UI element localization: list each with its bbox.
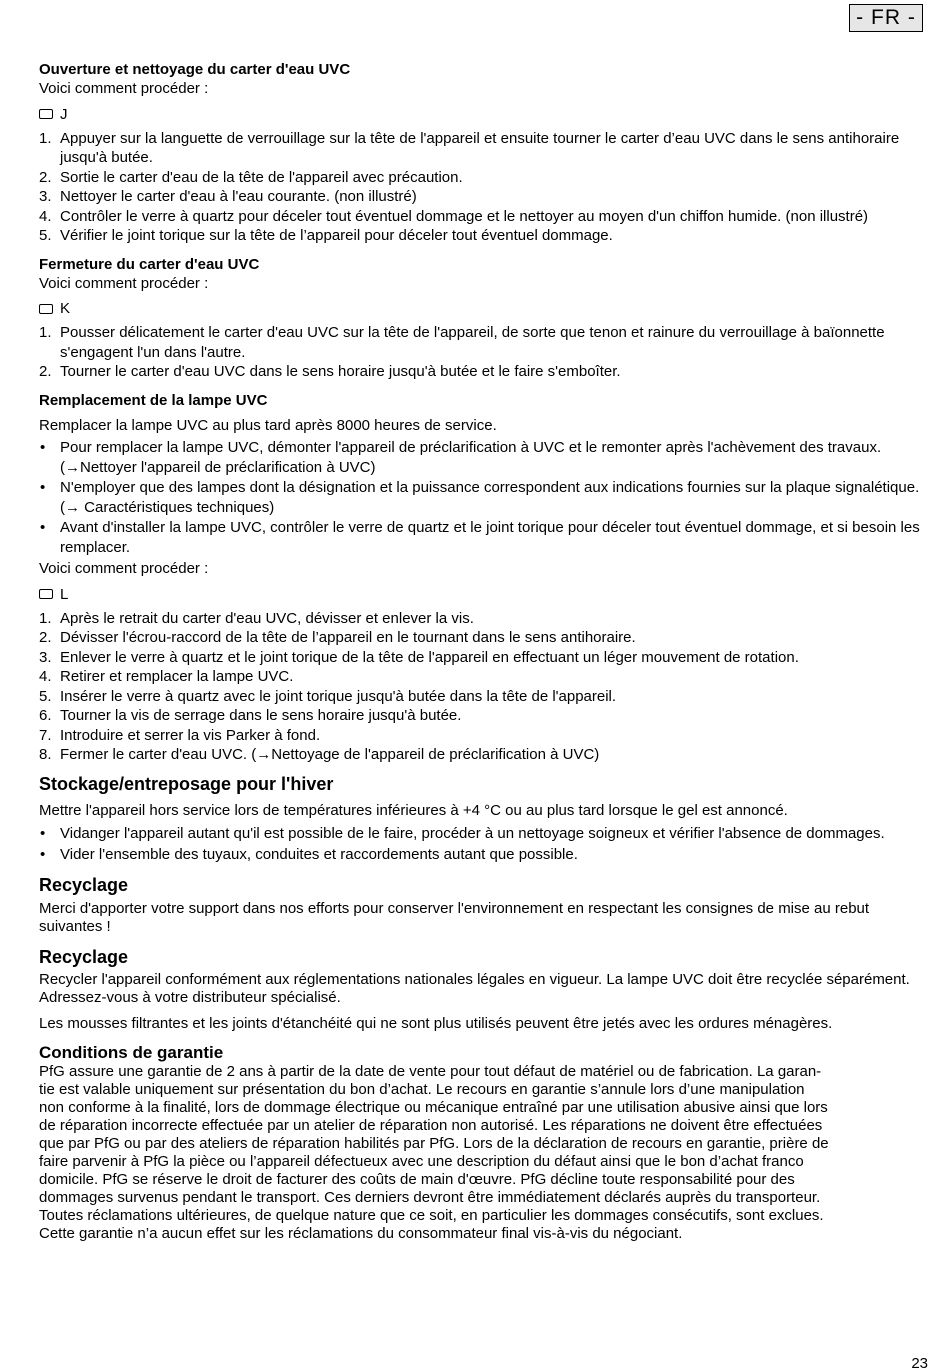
list-item: 1. Pousser délicatement le carter d'eau UVC sur la tête de l'appareil, de sorte que tenon et rainure du verrouillage à baïonnette s'engagent l'un dans l'autre. bbox=[39, 324, 885, 361]
figure-reference bbox=[39, 299, 927, 318]
figure-letter: J bbox=[60, 105, 68, 123]
list-item: 2. Dévisser l'écrou-raccord de la tête de l’appareil en le tournant dans le sens antihoraire. bbox=[39, 629, 636, 646]
steps-list bbox=[39, 609, 927, 765]
section-intro: Voici comment procéder : bbox=[39, 560, 209, 577]
list-item: 7. Introduire et serrer la vis Parker à fond. bbox=[39, 726, 321, 744]
steps-list bbox=[39, 129, 927, 246]
section-title: Remplacement de la lampe UVC bbox=[39, 391, 268, 409]
section-title: Fermeture du carter d'eau UVC bbox=[39, 255, 260, 273]
text-line: Cette garantie n’a aucun effet sur les réclamations du consommateur final vis-à-vis du négociant. bbox=[39, 1225, 683, 1242]
section-intro: Remplacer la lampe UVC au plus tard après 8000 heures de service. bbox=[39, 416, 497, 434]
list-item: • N'employer que des lampes dont la désignation et la puissance correspondent aux indications fournies sur la plaque signalétique. (→ Caractéristiques techniques) bbox=[40, 479, 920, 516]
section-intro: Mettre l'appareil hors service lors de températures inférieures à +4 °C ou au plus tard lorsque le gel est annoncé. bbox=[39, 801, 788, 819]
steps-list bbox=[39, 323, 927, 382]
paragraph: Recycler l'appareil conformément aux réglementations nationales légales en vigueur. La lampe UVC doit être recyclée séparément. Adressez-vous à votre distributeur spécialisé. bbox=[39, 971, 910, 1006]
section-title: Recyclage bbox=[39, 875, 129, 895]
list-item: 3. Nettoyer le carter d'eau à l'eau courante. (non illustré) bbox=[39, 188, 417, 205]
figure-letter: L bbox=[60, 585, 69, 603]
paragraph: Merci d'apporter votre support dans nos efforts pour conserver l'environnement en respectant les consignes de mise au rebut suivantes ! bbox=[39, 900, 870, 935]
section-title: Recyclage bbox=[39, 947, 129, 967]
text-line: non conforme à la finalité, lors de dommage électrique ou mécanique entraîné par une utilisation abusive ainsi que lors bbox=[39, 1099, 828, 1116]
figure-reference bbox=[39, 585, 927, 604]
list-item: • Vider l'ensemble des tuyaux, conduites et raccordements autant que possible. bbox=[40, 845, 578, 863]
list-item: • Pour remplacer la lampe UVC, démonter l'appareil de préclarification à UVC et le remonter après l'achèvement des travaux. (→Nettoyer l'appareil de préclarification à UVC) bbox=[40, 439, 882, 476]
text-line: de réparation incorrecte effectuée par un atelier de réparation non autorisé. Les réparations ne doivent être effectuées bbox=[39, 1117, 823, 1134]
text-line: domicile. PfG se réserve le droit de facturer des coûts de main d'œuvre. PfG décline toute responsabilité pour des bbox=[39, 1171, 795, 1188]
paragraph: Les mousses filtrantes et les joints d'étanchéité qui ne sont plus utilisés peuvent être jetés avec les ordures ménagères. bbox=[39, 1015, 833, 1032]
document-body bbox=[39, 60, 927, 1243]
text-line: tie est valable uniquement sur présentation du bon d’achat. Le recours en garantie s’annule lors d’une manipulation bbox=[39, 1081, 805, 1098]
list-item: 4. Contrôler le verre à quartz pour déceler tout éventuel dommage et le nettoyer au moyen d'un chiffon humide. (non illustré) bbox=[39, 207, 869, 225]
bullet-list bbox=[39, 438, 927, 557]
list-item: 3. Enlever le verre à quartz et le joint torique de la tête de l'appareil en effectuant un léger mouvement de rotation. bbox=[39, 648, 799, 666]
list-item: 5. Vérifier le joint torique sur la tête de l’appareil pour déceler tout éventuel dommage. bbox=[39, 227, 613, 244]
book-icon bbox=[39, 109, 53, 119]
section-title: Ouverture et nettoyage du carter d'eau UVC bbox=[39, 61, 351, 78]
section-intro: Voici comment procéder : bbox=[39, 80, 209, 97]
book-icon bbox=[39, 304, 53, 314]
list-item: 1. Après le retrait du carter d'eau UVC, dévisser et enlever la vis. bbox=[39, 609, 474, 627]
figure-letter: K bbox=[60, 300, 71, 317]
list-item: 6. Tourner la vis de serrage dans le sens horaire jusqu'à butée. bbox=[39, 707, 462, 724]
section-intro: Voici comment procéder : bbox=[39, 274, 209, 292]
bullet-list bbox=[39, 824, 927, 864]
list-item: 5. Insérer le verre à quartz avec le joint torique jusqu'à butée dans la tête de l'appareil. bbox=[39, 687, 617, 705]
section-title: Conditions de garantie bbox=[39, 1043, 224, 1062]
language-tag: - FR - bbox=[849, 4, 923, 32]
list-item: 4. Retirer et remplacer la lampe UVC. bbox=[39, 668, 294, 685]
text-line: que par PfG ou par des ateliers de réparation habilités par PfG. Lors de la déclaration de recours en garantie, prière de bbox=[39, 1135, 829, 1152]
list-item: 2. Sortie le carter d'eau de la tête de l'appareil avec précaution. bbox=[39, 168, 463, 186]
book-icon bbox=[39, 589, 53, 599]
list-item: 1. Appuyer sur la languette de verrouillage sur la tête de l'appareil et ensuite tourner le carter d’eau UVC dans le sens antihoraire jusqu'à butée. bbox=[39, 129, 900, 166]
page-number: 23 bbox=[911, 1355, 928, 1372]
text-line: Toutes réclamations ultérieures, de quelque nature que ce soit, en particulier les dommages consécutifs, sont exclues. bbox=[39, 1207, 824, 1224]
text-line: faire parvenir à PfG la pièce ou l’appareil défectueux avec une description du défaut ainsi que le bon d’achat franco bbox=[39, 1153, 804, 1170]
text-line: dommages survenus pendant le transport. Ces derniers devront être immédiatement déclarés auprès du transporteur. bbox=[39, 1189, 821, 1206]
list-item: • Avant d'installer la lampe UVC, contrôler le verre de quartz et le joint torique pour déceler tout éventuel dommage, et si besoin les remplacer. bbox=[40, 519, 920, 556]
list-item: • Vidanger l'appareil autant qu'il est possible de le faire, procéder à un nettoyage soigneux et vérifier l'absence de dommages. bbox=[40, 825, 885, 842]
warranty-text bbox=[39, 1063, 927, 1243]
figure-reference bbox=[39, 105, 927, 124]
list-item: 2. Tourner le carter d'eau UVC dans le sens horaire jusqu'à butée et le faire s'emboîter. bbox=[39, 363, 621, 380]
text-line: PfG assure une garantie de 2 ans à partir de la date de vente pour tout défaut de matériel ou de fabrication. La garan- bbox=[39, 1063, 822, 1080]
list-item: 8. Fermer le carter d'eau UVC. (→Nettoyage de l'appareil de préclarification à UVC) bbox=[39, 746, 600, 763]
section-title: Stockage/entreposage pour l'hiver bbox=[39, 773, 334, 794]
